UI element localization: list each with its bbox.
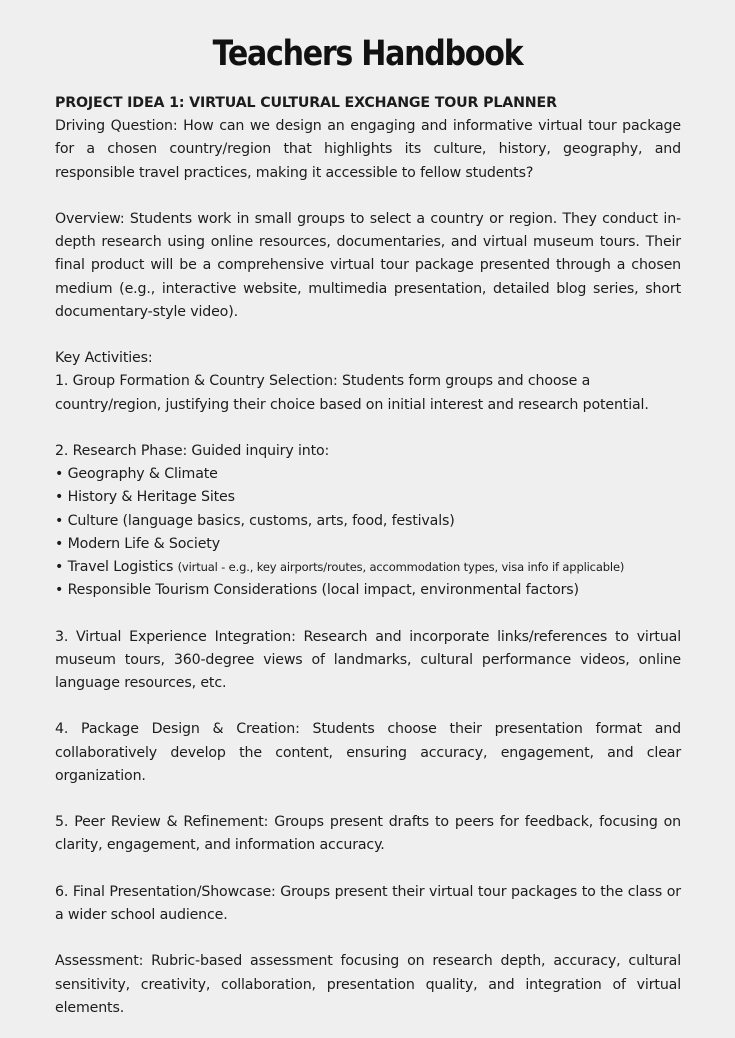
spacer [55,788,681,811]
bullet-detail-text: (virtual - e.g., key airports/routes, accommodation types, visa info if applicable) [177,560,625,575]
bullet-item: • Geography & Climate [55,466,218,483]
spacer [55,602,681,625]
page-title: Teachers Handbook [212,34,523,74]
document-body [55,92,681,1020]
activity-6: 6. Final Presentation/Showcase: Groups present their virtual tour packages to the class or a wider school audience. [55,883,681,923]
bullet-item-travel [55,556,681,579]
bullet-item: • Culture (language basics, customs, arts, food, festivals) [55,512,455,529]
assessment-paragraph: Assessment: Rubric-based assessment focusing on research depth, accuracy, cultural sensitivity, creativity, collaboration, presentation quality, and integration of virtual elements. [55,953,681,1016]
spacer [55,858,681,881]
activity-5: 5. Peer Review & Refinement: Groups present drafts to peers for feedback, focusing on clarity, engagement, and information accuracy. [55,814,681,854]
key-activities-label: Key Activities: [55,350,153,367]
spacer [55,695,681,718]
spacer [55,185,681,208]
activity-3: 3. Virtual Experience Integration: Research and incorporate links/references to virtual museum tours, 360-degree views of landmarks, cultural performance videos, online language resources, etc. [55,628,681,692]
activity-4: 4. Package Design & Creation: Students choose their presentation format and collaboratively develop the content, ensuring accuracy, engagement, and clear organization. [55,721,681,784]
bullet-main-text: • Travel Logistics [55,559,178,576]
project-heading: PROJECT IDEA 1: VIRTUAL CULTURAL EXCHANGE TOUR PLANNER [55,95,557,111]
spacer [55,417,681,440]
activity-2-intro: 2. Research Phase: Guided inquiry into: [55,443,330,459]
bullet-item: • Modern Life & Society [55,535,220,552]
bullet-item: • History & Heritage Sites [55,489,235,506]
activity-1: 1. Group Formation & Country Selection: Students form groups and choose a country/region, justifying their choice based on initial interest and research potential. [55,373,649,413]
bullet-item: • Responsible Tourism Considerations (local impact, environmental factors) [55,582,579,599]
spacer [55,324,681,347]
spacer [55,927,681,950]
overview-paragraph: Overview: Students work in small groups to select a country or region. They conduct in-depth research using online resources, documentaries, and virtual museum tours. Their final product will be a comprehensive virtual tour package presented through a chosen medium (e.g., interactive website, multimedia presentation, detailed blog series, short documentary-style video). [55,211,681,320]
driving-question: Driving Question: How can we design an engaging and informative virtual tour package for a chosen country/region that highlights its culture, history, geography, and responsible travel practices, making it accessible to fellow students? [55,118,681,181]
